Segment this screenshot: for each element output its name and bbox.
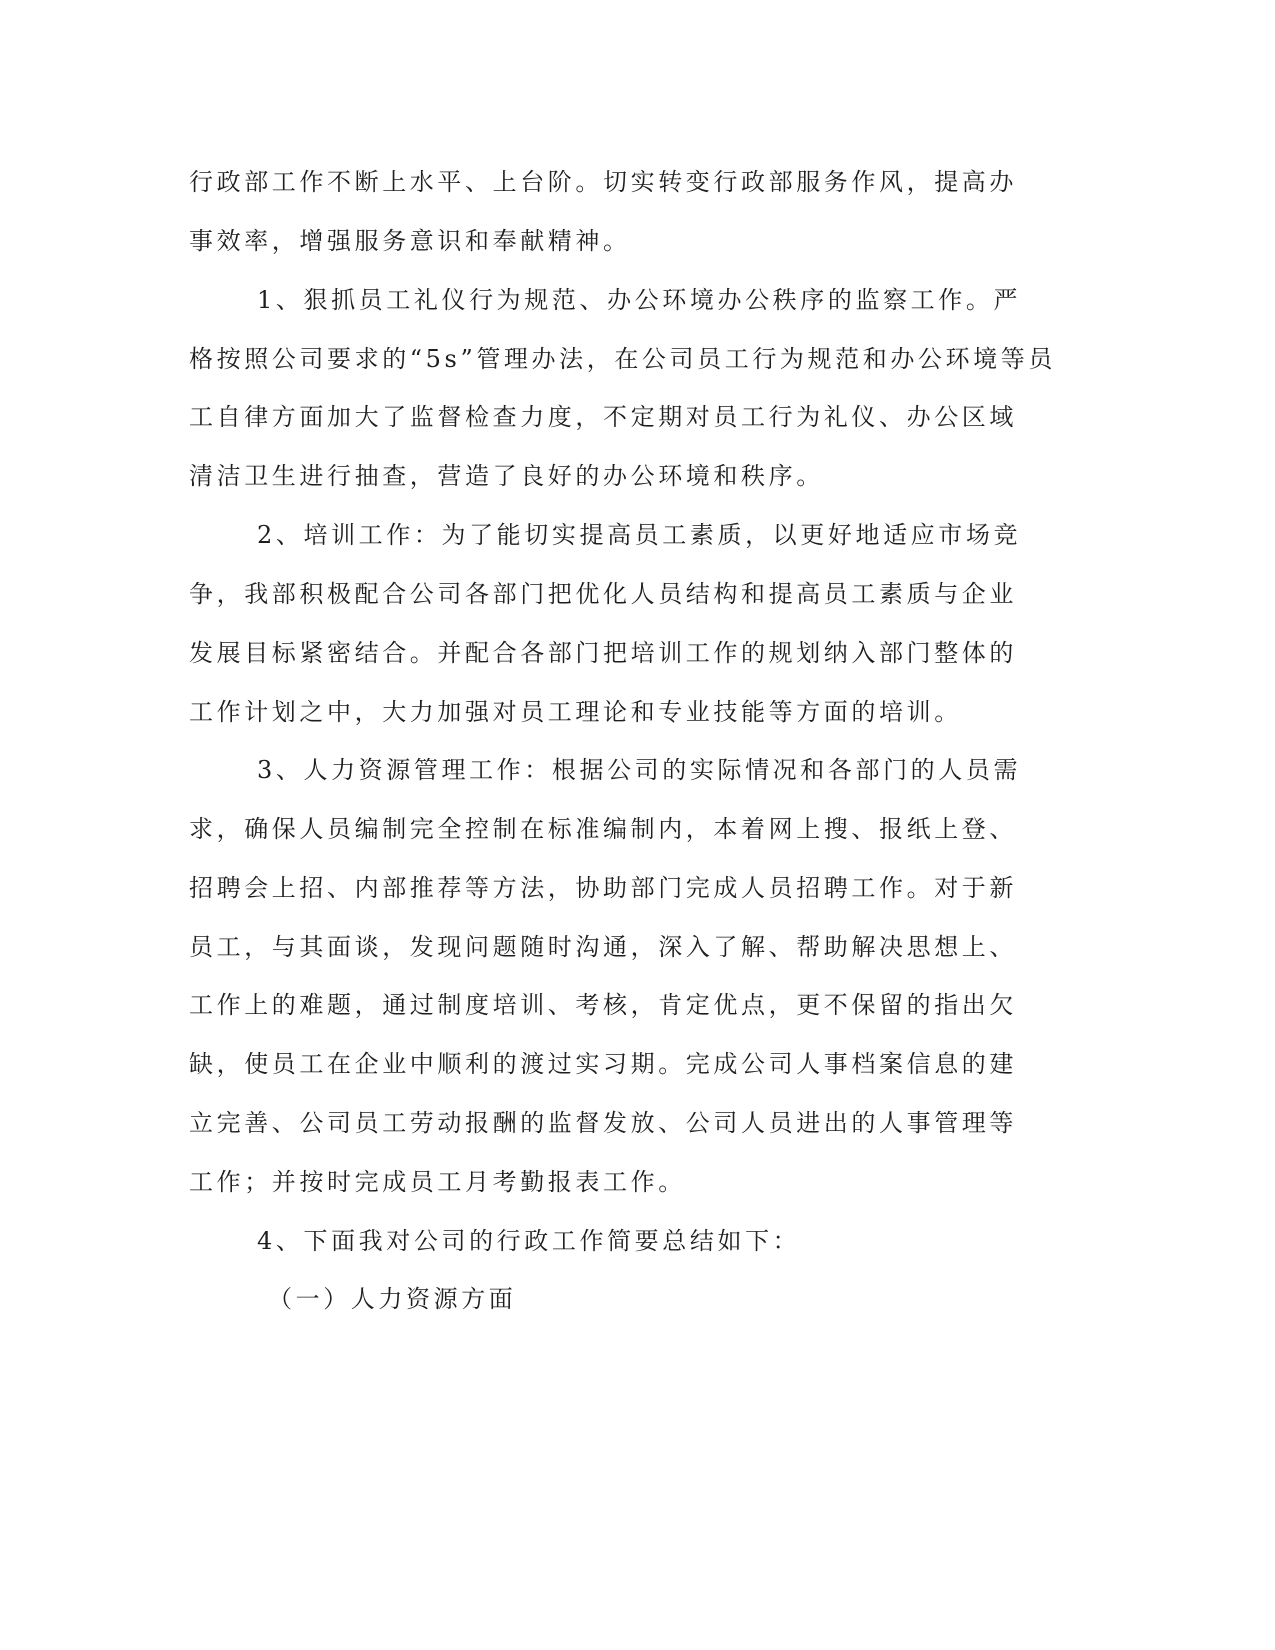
- body-text-line: 求，确保人员编制完全控制在标准编制内，本着网上搜、报纸上登、: [189, 815, 1017, 843]
- paragraph-4-first-line: 4、下面我对公司的行政工作简要总结如下：: [257, 1227, 801, 1255]
- body-text-line: 工作；并按时完成员工月考勤报表工作。: [189, 1168, 686, 1196]
- body-text-line: 格按照公司要求的“5s”管理办法，在公司员工行为规范和办公环境等员: [189, 345, 1056, 373]
- body-text-line: 缺，使员工在企业中顺利的渡过实习期。完成公司人事档案信息的建: [189, 1050, 1017, 1078]
- paragraph-1-first-line: 1、狠抓员工礼仪行为规范、办公环境办公秩序的监察工作。严: [257, 286, 1022, 314]
- body-text-line: 招聘会上招、内部推荐等方法，协助部门完成人员招聘工作。对于新: [189, 874, 1017, 902]
- body-text-line: 立完善、公司员工劳动报酬的监督发放、公司人员进出的人事管理等: [189, 1109, 1017, 1137]
- paragraph-3-first-line: 3、人力资源管理工作：根据公司的实际情况和各部门的人员需: [257, 756, 1022, 784]
- body-text-line: 争，我部积极配合公司各部门把优化人员结构和提高员工素质与企业: [189, 580, 1017, 608]
- body-text-line: 工自律方面加大了监督检查力度，不定期对员工行为礼仪、办公区域: [189, 403, 1017, 431]
- body-text-line: 工作计划之中，大力加强对员工理论和专业技能等方面的培训。: [189, 698, 962, 726]
- body-text-line: 清洁卫生进行抽查，营造了良好的办公环境和秩序。: [189, 462, 824, 490]
- section-heading: （一）人力资源方面: [268, 1285, 517, 1313]
- paragraph-2-first-line: 2、培训工作：为了能切实提高员工素质，以更好地适应市场竞: [257, 521, 1022, 549]
- body-text-line: 行政部工作不断上水平、上台阶。切实转变行政部服务作风，提高办: [189, 168, 1017, 196]
- body-text-line: 员工，与其面谈，发现问题随时沟通，深入了解、帮助解决思想上、: [189, 933, 1017, 961]
- body-text-line: 发展目标紧密结合。并配合各部门把培训工作的规划纳入部门整体的: [189, 639, 1017, 667]
- body-text-line: 工作上的难题，通过制度培训、考核，肯定优点，更不保留的指出欠: [189, 991, 1017, 1019]
- body-text-line: 事效率，增强服务意识和奉献精神。: [189, 227, 631, 255]
